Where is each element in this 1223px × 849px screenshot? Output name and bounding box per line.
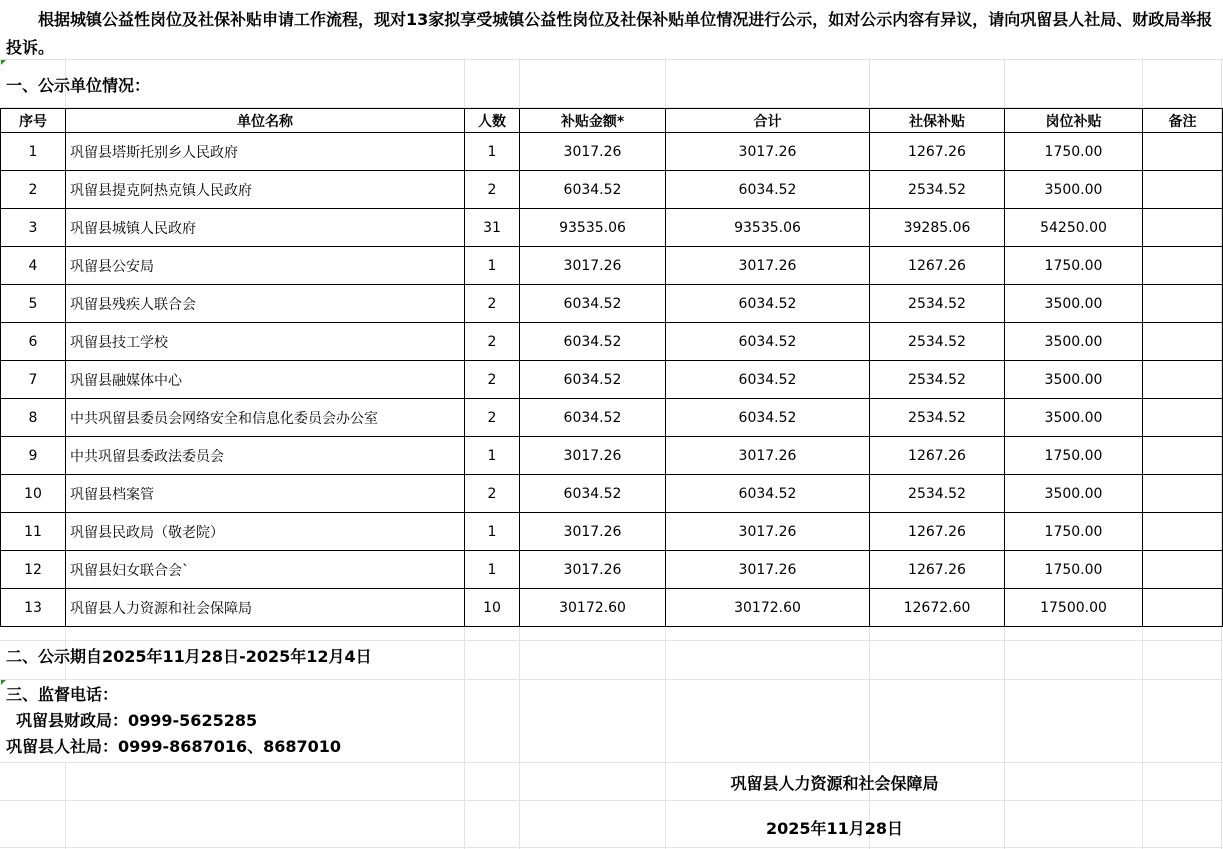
signature-date: 2025年11月28日 xyxy=(765,819,904,838)
cell-subsidy-amount: 6034.52 xyxy=(520,475,666,513)
header-post-subsidy: 岗位补贴 xyxy=(1005,109,1143,133)
cell-post-subsidy: 3500.00 xyxy=(1005,285,1143,323)
cell-unit-name: 巩留县妇女联合会` xyxy=(66,551,465,589)
cell-remarks xyxy=(1143,171,1223,209)
cell-total: 3017.26 xyxy=(666,437,870,475)
cell-total: 6034.52 xyxy=(666,475,870,513)
cell-count: 31 xyxy=(465,209,520,247)
cell-count: 1 xyxy=(465,437,520,475)
cell-subsidy-amount: 6034.52 xyxy=(520,361,666,399)
cell-remarks xyxy=(1143,589,1223,627)
cell-post-subsidy: 3500.00 xyxy=(1005,361,1143,399)
cell-unit-name: 巩留县塔斯托别乡人民政府 xyxy=(66,133,465,171)
cell-seq: 4 xyxy=(1,247,66,285)
cell-remarks xyxy=(1143,437,1223,475)
cell-remarks xyxy=(1143,551,1223,589)
cell-unit-name: 巩留县民政局（敬老院） xyxy=(66,513,465,551)
cell-unit-name: 中共巩留县委政法委员会 xyxy=(66,437,465,475)
cell-remarks xyxy=(1143,209,1223,247)
cell-total: 93535.06 xyxy=(666,209,870,247)
cell-count: 1 xyxy=(465,551,520,589)
cell-seq: 11 xyxy=(1,513,66,551)
cell-count: 1 xyxy=(465,133,520,171)
cell-social-insurance: 1267.26 xyxy=(870,551,1005,589)
phone-hr-bureau: 巩留县人社局：0999-8687016、8687010 xyxy=(6,737,342,756)
table-row xyxy=(1,361,1223,399)
cell-count: 2 xyxy=(465,399,520,437)
cell-subsidy-amount: 30172.60 xyxy=(520,589,666,627)
cell-subsidy-amount: 3017.26 xyxy=(520,513,666,551)
table-row xyxy=(1,323,1223,361)
cell-social-insurance: 2534.52 xyxy=(870,399,1005,437)
table-header-row xyxy=(1,109,1223,133)
cell-remarks xyxy=(1143,247,1223,285)
cell-total: 6034.52 xyxy=(666,171,870,209)
cell-remarks xyxy=(1143,285,1223,323)
cell-count: 2 xyxy=(465,285,520,323)
cell-unit-name: 巩留县融媒体中心 xyxy=(66,361,465,399)
header-total: 合计 xyxy=(666,109,870,133)
cell-social-insurance: 2534.52 xyxy=(870,285,1005,323)
cell-social-insurance: 1267.26 xyxy=(870,133,1005,171)
cell-post-subsidy: 3500.00 xyxy=(1005,323,1143,361)
cell-social-insurance: 12672.60 xyxy=(870,589,1005,627)
cell-total: 3017.26 xyxy=(666,551,870,589)
cell-subsidy-amount: 3017.26 xyxy=(520,133,666,171)
cell-total: 6034.52 xyxy=(666,323,870,361)
cell-post-subsidy: 1750.00 xyxy=(1005,551,1143,589)
cell-remarks xyxy=(1143,399,1223,437)
cell-subsidy-amount: 6034.52 xyxy=(520,399,666,437)
cell-remarks xyxy=(1143,475,1223,513)
cell-remarks xyxy=(1143,323,1223,361)
table-row xyxy=(1,285,1223,323)
section-title-units: 一、公示单位情况： xyxy=(6,76,151,95)
cell-total: 3017.26 xyxy=(666,133,870,171)
cell-subsidy-amount: 3017.26 xyxy=(520,551,666,589)
cell-social-insurance: 2534.52 xyxy=(870,323,1005,361)
notice-intro: 根据城镇公益性岗位及社保补贴申请工作流程，现对13家拟享受城镇公益性岗位及社保补贴单位情况进行公示，如对公示内容有异议，请向巩留县人社局、财政局举报投诉。 xyxy=(6,10,1213,57)
table-row xyxy=(1,247,1223,285)
cell-total: 30172.60 xyxy=(666,589,870,627)
header-subsidy-amount: 补贴金额* xyxy=(520,109,666,133)
cell-subsidy-amount: 3017.26 xyxy=(520,247,666,285)
cell-unit-name: 巩留县城镇人民政府 xyxy=(66,209,465,247)
cell-unit-name: 巩留县档案管 xyxy=(66,475,465,513)
cell-post-subsidy: 1750.00 xyxy=(1005,133,1143,171)
cell-count: 10 xyxy=(465,589,520,627)
cell-seq: 10 xyxy=(1,475,66,513)
table-row xyxy=(1,437,1223,475)
cell-unit-name: 巩留县残疾人联合会 xyxy=(66,285,465,323)
cell-seq: 3 xyxy=(1,209,66,247)
cell-social-insurance: 2534.52 xyxy=(870,475,1005,513)
cell-seq: 2 xyxy=(1,171,66,209)
cell-post-subsidy: 3500.00 xyxy=(1005,171,1143,209)
table-row xyxy=(1,475,1223,513)
cell-post-subsidy: 3500.00 xyxy=(1005,475,1143,513)
header-seq: 序号 xyxy=(1,109,66,133)
cell-unit-name: 中共巩留县委员会网络安全和信息化委员会办公室 xyxy=(66,399,465,437)
section-title-period: 二、公示期自2025年11月28日-2025年12月4日 xyxy=(6,647,372,666)
cell-subsidy-amount: 6034.52 xyxy=(520,171,666,209)
cell-seq: 12 xyxy=(1,551,66,589)
table-row xyxy=(1,513,1223,551)
cell-social-insurance: 39285.06 xyxy=(870,209,1005,247)
cell-remarks xyxy=(1143,133,1223,171)
cell-seq: 1 xyxy=(1,133,66,171)
cell-social-insurance: 2534.52 xyxy=(870,361,1005,399)
units-table xyxy=(0,108,1223,627)
cell-total: 6034.52 xyxy=(666,399,870,437)
table-row xyxy=(1,171,1223,209)
cell-seq: 5 xyxy=(1,285,66,323)
table-row xyxy=(1,209,1223,247)
cell-post-subsidy: 17500.00 xyxy=(1005,589,1143,627)
cell-seq: 8 xyxy=(1,399,66,437)
cell-social-insurance: 1267.26 xyxy=(870,437,1005,475)
cell-post-subsidy: 1750.00 xyxy=(1005,437,1143,475)
header-unit-name: 单位名称 xyxy=(66,109,465,133)
header-social-insurance: 社保补贴 xyxy=(870,109,1005,133)
cell-subsidy-amount: 3017.26 xyxy=(520,437,666,475)
cell-count: 2 xyxy=(465,475,520,513)
cell-subsidy-amount: 93535.06 xyxy=(520,209,666,247)
table-row xyxy=(1,399,1223,437)
cell-seq: 13 xyxy=(1,589,66,627)
cell-subsidy-amount: 6034.52 xyxy=(520,323,666,361)
cell-post-subsidy: 1750.00 xyxy=(1005,247,1143,285)
table-row xyxy=(1,589,1223,627)
cell-remarks xyxy=(1143,513,1223,551)
cell-count: 2 xyxy=(465,171,520,209)
header-remarks: 备注 xyxy=(1143,109,1223,133)
cell-count: 2 xyxy=(465,361,520,399)
cell-social-insurance: 1267.26 xyxy=(870,247,1005,285)
cell-remarks xyxy=(1143,361,1223,399)
cell-total: 3017.26 xyxy=(666,247,870,285)
cell-count: 1 xyxy=(465,247,520,285)
cell-unit-name: 巩留县公安局 xyxy=(66,247,465,285)
cell-seq: 9 xyxy=(1,437,66,475)
table-row xyxy=(1,133,1223,171)
cell-total: 6034.52 xyxy=(666,285,870,323)
cell-post-subsidy: 1750.00 xyxy=(1005,513,1143,551)
cell-post-subsidy: 54250.00 xyxy=(1005,209,1143,247)
cell-unit-name: 巩留县人力资源和社会保障局 xyxy=(66,589,465,627)
cell-seq: 6 xyxy=(1,323,66,361)
cell-seq: 7 xyxy=(1,361,66,399)
table-row xyxy=(1,551,1223,589)
cell-count: 2 xyxy=(465,323,520,361)
cell-total: 6034.52 xyxy=(666,361,870,399)
cell-unit-name: 巩留县提克阿热克镇人民政府 xyxy=(66,171,465,209)
cell-social-insurance: 1267.26 xyxy=(870,513,1005,551)
cell-social-insurance: 2534.52 xyxy=(870,171,1005,209)
section-title-phones: 三、监督电话： xyxy=(6,685,119,704)
cell-post-subsidy: 3500.00 xyxy=(1005,399,1143,437)
cell-unit-name: 巩留县技工学校 xyxy=(66,323,465,361)
cell-subsidy-amount: 6034.52 xyxy=(520,285,666,323)
cell-count: 1 xyxy=(465,513,520,551)
cell-total: 3017.26 xyxy=(666,513,870,551)
phone-finance-bureau: 巩留县财政局：0999-5625285 xyxy=(16,711,258,730)
signature-organization: 巩留县人力资源和社会保障局 xyxy=(730,774,939,793)
header-count: 人数 xyxy=(465,109,520,133)
